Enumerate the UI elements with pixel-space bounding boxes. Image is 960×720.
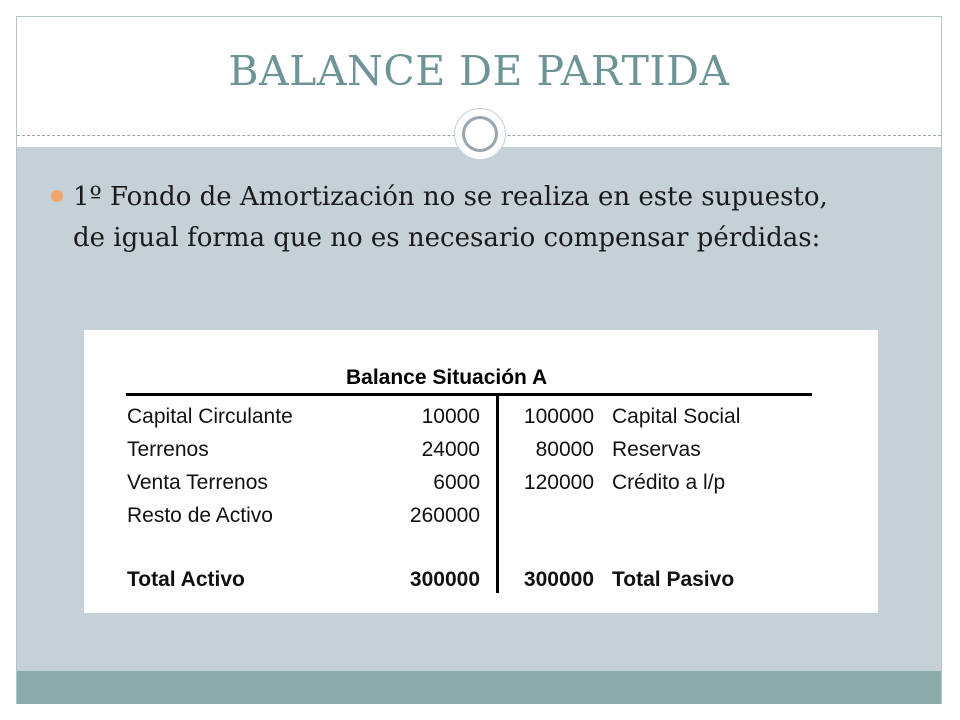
footer-band — [17, 671, 941, 704]
balance-table — [84, 330, 878, 613]
activo-value: 260000 — [409, 504, 480, 527]
total-pasivo-value: 300000 — [523, 568, 594, 591]
pasivo-label: Crédito a l/p — [612, 471, 726, 494]
activo-label: Resto de Activo — [127, 504, 273, 527]
activo-value: 10000 — [421, 405, 480, 428]
pasivo-value: 80000 — [535, 438, 594, 461]
bullet-dot-icon — [51, 190, 63, 202]
slide — [16, 16, 942, 704]
total-activo-value: 300000 — [409, 568, 480, 591]
total-pasivo-label: Total Pasivo — [612, 568, 735, 591]
bullet-text: 1º Fondo de Amortización no se realiza en este supuesto, de igual forma que no es necesario compensar pérdidas: — [73, 182, 828, 253]
table-center-rule — [496, 395, 499, 593]
pasivo-value: 120000 — [523, 471, 594, 494]
total-activo-label: Total Activo — [127, 568, 245, 591]
activo-value: 6000 — [433, 471, 480, 494]
table-heading: Balance Situación A — [346, 366, 548, 389]
table-header-rule — [126, 393, 812, 396]
divider-ring-icon — [454, 108, 506, 160]
pasivo-label: Reservas — [612, 438, 701, 461]
pasivo-value: 100000 — [523, 405, 594, 428]
activo-value: 24000 — [421, 438, 480, 461]
ring-inner — [462, 116, 498, 152]
pasivo-label: Capital Social — [612, 405, 741, 428]
activo-label: Capital Circulante — [127, 405, 293, 428]
slide-title: BALANCE DE PARTIDA — [228, 47, 730, 95]
activo-label: Terrenos — [127, 438, 209, 461]
activo-label: Venta Terrenos — [127, 471, 268, 494]
